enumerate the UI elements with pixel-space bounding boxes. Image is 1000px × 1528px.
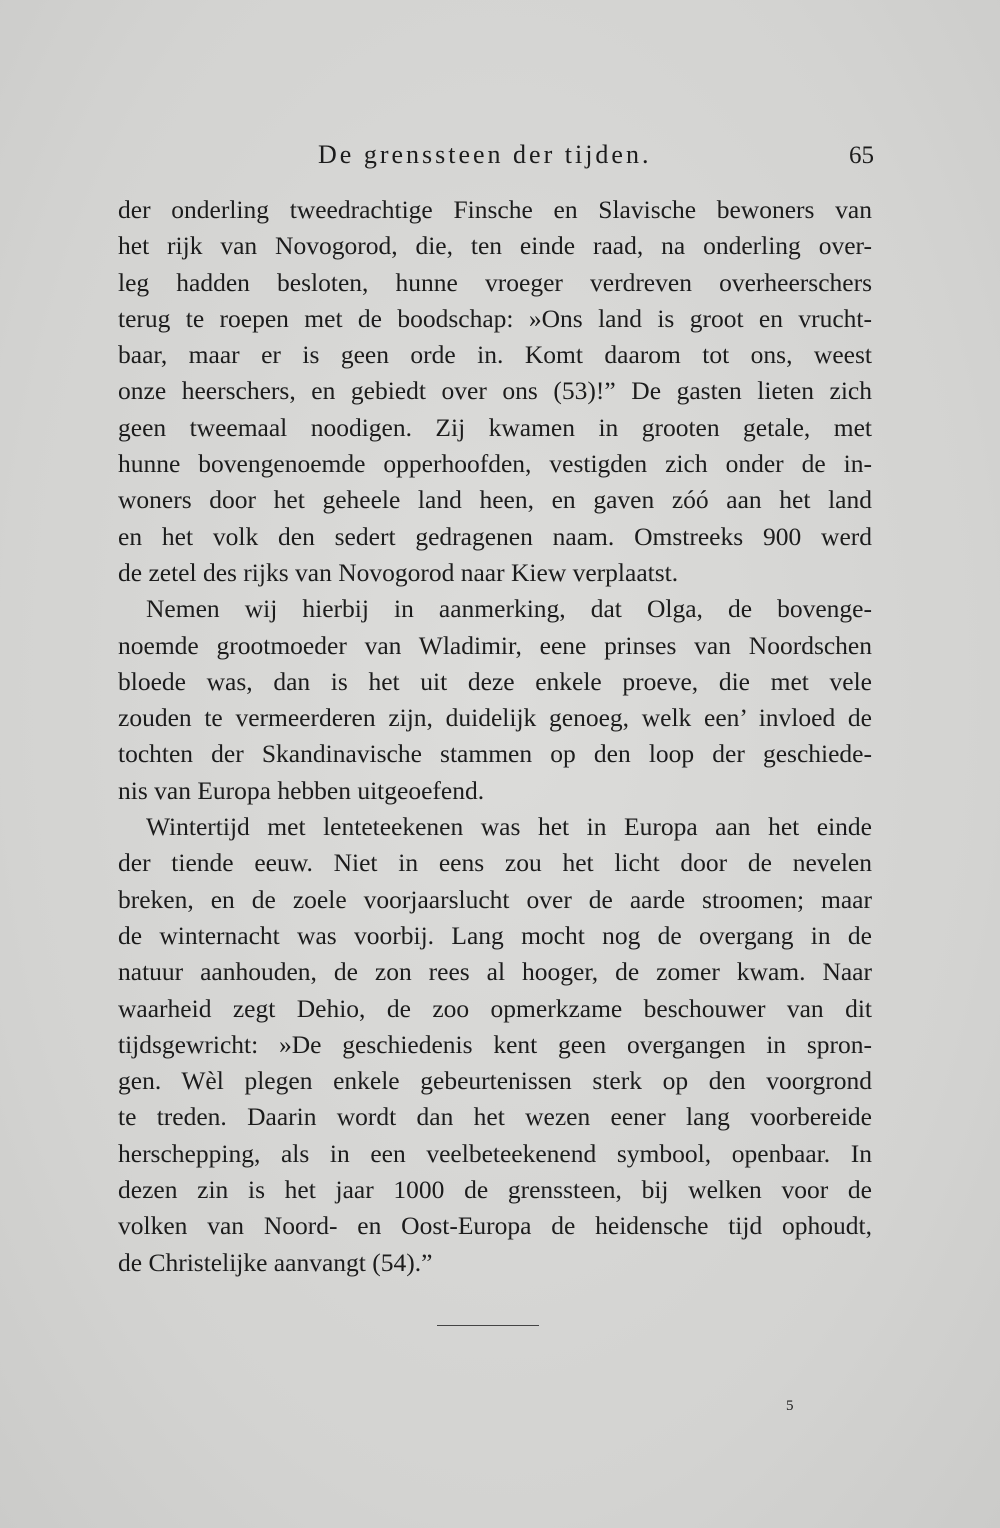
paragraph-start-line: Nemen wij hierbij in aanmerking, dat Olga, de bovenge- (146, 594, 872, 624)
text-line: volken van Noord- en Oost-Europa de heidensche tijd ophoudt, (118, 1211, 872, 1241)
text-line: bloede was, dan is het uit deze enkele proeve, die met vele (118, 666, 872, 696)
section-end-rule (437, 1325, 539, 1326)
text-line: hunne bovengenoemde opperhoofden, vestigden zich onder de in- (118, 449, 872, 479)
text-line: terug te roepen met de boodschap: »Ons land is groot en vrucht- (118, 303, 872, 333)
text-line: waarheid zegt Dehio, de zoo opmerkzame beschouwer van dit (118, 993, 872, 1023)
body-text (118, 192, 872, 1281)
text-line: zouden te vermeerderen zijn, duidelijk genoeg, welk een’ invloed de (118, 703, 872, 733)
text-line: herschepping, als in een veelbeteekenend symbool, openbaar. In (118, 1138, 872, 1168)
text-line: leg hadden besloten, hunne vroeger verdreven overheerschers (118, 267, 872, 297)
text-line: de winternacht was voorbij. Lang mocht nog de overgang in de (118, 920, 872, 950)
page-number: 65 (849, 142, 874, 169)
text-line: te treden. Daarin wordt dan het wezen eener lang voorbereide (118, 1102, 872, 1132)
text-line: de Christelijke aanvangt (54).” (118, 1247, 433, 1277)
paragraph-start-line: Wintertijd met lenteteekenen was het in Europa aan het einde (146, 812, 872, 842)
text-line: nis van Europa hebben uitgeoefend. (118, 775, 485, 805)
text-line: der onderling tweedrachtige Finsche en Slavische bewoners van (118, 195, 872, 224)
text-line: gen. Wèl plegen enkele gebeurtenissen sterk op den voorgrond (118, 1066, 872, 1096)
running-head (118, 140, 874, 180)
text-line: breken, en de zoele voorjaarslucht over de aarde stroomen; maar (118, 884, 872, 914)
text-line: baar, maar er is geen orde in. Komt daarom tot ons, weest (118, 340, 872, 370)
running-title: De grenssteen der tijden. (318, 140, 652, 169)
text-line: tochten der Skandinavische stammen op den loop der geschiede- (118, 739, 872, 769)
text-line: tijdsgewricht: »De geschiedenis kent geen overgangen in spron- (118, 1029, 872, 1059)
text-line: der tiende eeuw. Niet in eens zou het licht door de nevelen (118, 848, 872, 878)
text-line: geen tweemaal noodigen. Zij kwamen in grooten getale, met (118, 412, 872, 442)
text-line: en het volk den sedert gedragenen naam. Omstreeks 900 werd (118, 521, 872, 551)
text-line: het rijk van Novogorod, die, ten einde raad, na onderling over- (118, 231, 872, 261)
signature-mark: 5 (786, 1398, 794, 1414)
text-line: natuur aanhouden, de zon rees al hooger, de zomer kwam. Naar (118, 957, 872, 987)
text-line: de zetel des rijks van Novogorod naar Kiew verplaatst. (118, 557, 679, 587)
text-line: dezen zin is het jaar 1000 de grenssteen, bij welken voor de (118, 1175, 872, 1205)
text-line: noemde grootmoeder van Wladimir, eene prinses van Noordschen (118, 630, 872, 660)
text-line: onze heerschers, en gebiedt over ons (53)!” De gasten lieten zich (118, 376, 872, 406)
text-line: woners door het geheele land heen, en gaven zóó aan het land (118, 485, 872, 515)
